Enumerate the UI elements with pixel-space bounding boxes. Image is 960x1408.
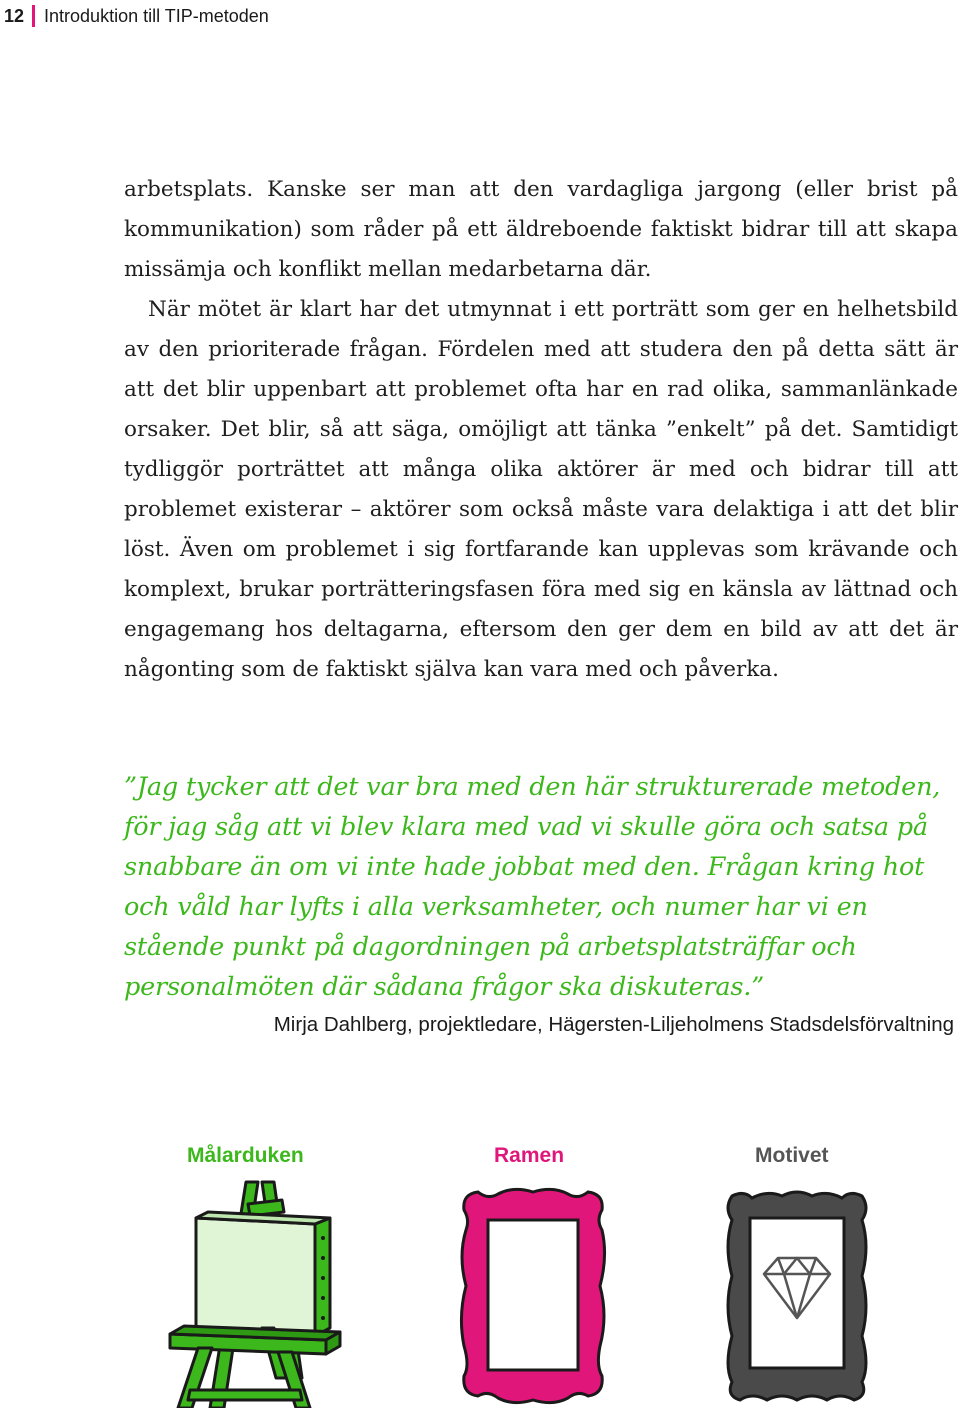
running-title: Introduktion till TIP-metoden [44, 5, 269, 26]
easel-canvas-icon [150, 1178, 360, 1408]
header-divider [32, 5, 35, 27]
diamond-picture-icon [722, 1186, 872, 1408]
quote-attribution: Mirja Dahlberg, projektledare, Hägersten-Liljeholmens Stadsdelsförvaltning [273, 1013, 954, 1036]
body-paragraph: arbetsplats. Kanske ser man att den vardagliga jargong (eller brist på kommunikation) som råder på ett äldreboende faktiskt bidrar till att skapa missämja och konflikt mellan medarbetarna där. [124, 177, 958, 282]
running-header [4, 4, 269, 28]
label-ramen: Ramen [494, 1144, 565, 1167]
ornate-frame-icon [458, 1186, 608, 1408]
label-malarduken: Målarduken [187, 1144, 304, 1167]
label-motivet: Motivet [755, 1144, 829, 1167]
pull-quote: ”Jag tycker att det var bra med den här strukturerade metoden, för jag såg att vi blev klara med vad vi skulle göra och satsa på snabbare än om vi inte hade jobbat med den. Frågan kring hot och våld har lyfts i alla verksamheter, och numer har vi en stående punkt på dagordningen på arbetsplatsträffar och personalmöten där sådana frågor ska diskuteras.” [124, 772, 941, 1002]
page-number: 12 [4, 5, 25, 26]
body-text [124, 170, 958, 690]
body-paragraph: När mötet är klart har det utmynnat i ett porträtt som ger en helhetsbild av den prioriterade frågan. Fördelen med att studera den på detta sätt är att det blir uppenbart att problemet ofta har en rad olika, sammanlänkade orsaker. Det blir, så att säga, omöjligt att tänka ”enkelt” på det. Samtidigt tydliggör porträttet att många olika aktörer är med och bidrar till att problemet existerar – aktörer som också måste vara delaktiga i att det blir löst. Även om problemet i sig fortfarande kan upplevas som krävande och komplext, brukar porträtteringsfasen föra med sig en känsla av lättnad och engagemang hos deltagarna, eftersom den ger dem en bild av att det är någonting som de faktiskt själva kan vara med och påverka. [124, 297, 958, 682]
